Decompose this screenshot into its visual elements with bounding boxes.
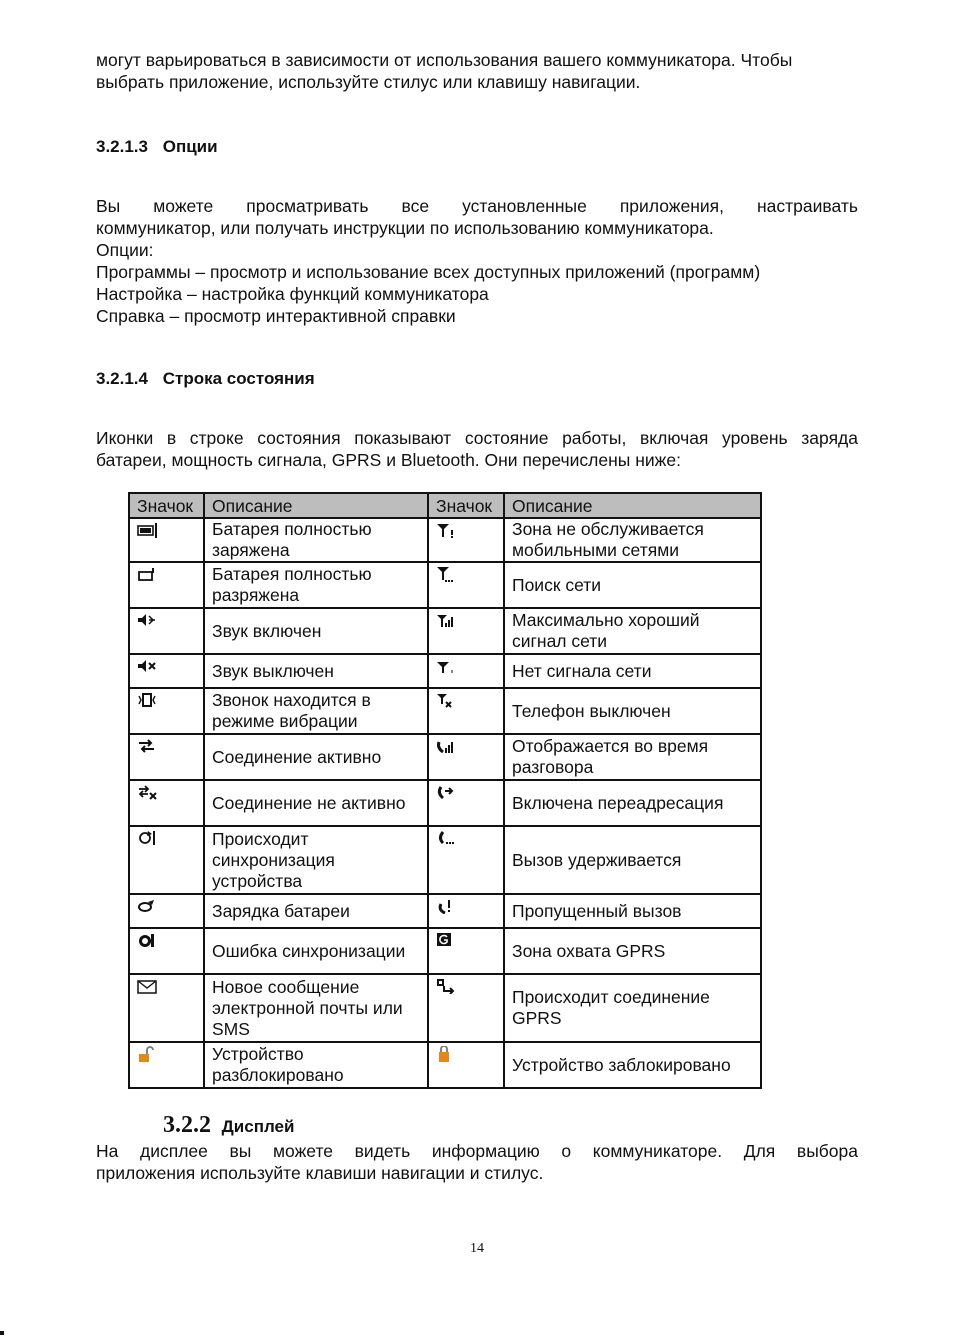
description-cell-right: Отображается во время разговора [504, 734, 761, 780]
section-title: Дисплей [221, 1117, 295, 1136]
no-service-icon [435, 522, 457, 538]
charging-icon [136, 898, 158, 914]
description-cell-right: Максимально хороший сигнал сети [504, 608, 761, 654]
description-cell-left: Соединение активно [204, 734, 428, 780]
intro-paragraph: могут варьироваться в зависимости от использования вашего коммуникатора. Чтобы выбрать приложение, используйте стилус или клавишу навигации. [96, 50, 793, 92]
header-icon-left: Значок [129, 493, 204, 518]
in-call-icon [435, 738, 457, 754]
table-row [129, 928, 761, 974]
description-cell-left: Устройство разблокировано [204, 1042, 428, 1088]
header-description-left: Описание [204, 493, 428, 518]
description-cell-left: Новое сообщение электронной почты или SMS [204, 974, 428, 1042]
section-heading-display [163, 1111, 294, 1139]
icon-cell-left [129, 826, 204, 894]
locked-icon [435, 1046, 457, 1062]
status-paragraph-line2: батареи, мощность сигнала, GPRS и Bluetooth. Они перечислены ниже: [96, 450, 681, 470]
icon-cell-right [428, 826, 504, 894]
unlocked-icon [136, 1046, 158, 1062]
gprs-connecting-icon [435, 978, 457, 994]
icon-cell-right [428, 608, 504, 654]
header-description-right: Описание [504, 493, 761, 518]
description-cell-left: Соединение не активно [204, 780, 428, 826]
sync-icon [136, 830, 158, 846]
table-row [129, 974, 761, 1042]
description-cell-left: Зарядка батареи [204, 894, 428, 928]
table-row [129, 654, 761, 688]
missed-call-icon [435, 898, 457, 914]
description-cell-right: Пропущенный вызов [504, 894, 761, 928]
icon-cell-right [428, 894, 504, 928]
icon-cell-right [428, 928, 504, 974]
display-paragraph-line1: На дисплее вы можете видеть информацию о коммуникаторе. Для выбора [96, 1141, 858, 1161]
description-cell-left: Происходит синхронизация устройства [204, 826, 428, 894]
page-number: 14 [470, 1241, 484, 1256]
options-item-settings: Настройка – настройка функций коммуникатора [96, 284, 489, 304]
section-heading-options [96, 137, 218, 157]
description-cell-right: Зона не обслуживается мобильными сетями [504, 518, 761, 562]
icon-cell-right [428, 518, 504, 562]
options-label: Опции: [96, 240, 154, 260]
battery-empty-icon [136, 566, 158, 582]
icon-cell-left [129, 1042, 204, 1088]
battery-full-icon [136, 522, 158, 538]
options-item-help: Справка – просмотр интерактивной справки [96, 306, 456, 326]
no-signal-icon [435, 658, 457, 674]
section-number: 3.2.1.3 [96, 137, 148, 156]
sync-error-icon [136, 932, 158, 948]
description-cell-right: Устройство заблокировано [504, 1042, 761, 1088]
signal-max-icon [435, 612, 457, 628]
header-icon-right: Значок [428, 493, 504, 518]
section-title: Опции [162, 137, 218, 156]
section-number: 3.2.1.4 [96, 369, 148, 388]
description-cell-left: Звук выключен [204, 654, 428, 688]
description-cell-left: Звук включен [204, 608, 428, 654]
phone-off-icon [435, 692, 457, 708]
table-row [129, 1042, 761, 1088]
icon-cell-left [129, 780, 204, 826]
icon-cell-left [129, 654, 204, 688]
description-cell-right: Телефон выключен [504, 688, 761, 734]
sound-on-icon [136, 612, 158, 628]
description-cell-right: Включена переадресация [504, 780, 761, 826]
table-row [129, 780, 761, 826]
vibrate-icon [136, 692, 158, 708]
network-search-icon [435, 566, 457, 582]
options-paragraph-line1: Вы можете просматривать все установленные приложения, настраивать [96, 196, 858, 216]
options-item-programs: Программы – просмотр и использование всех доступных приложений (программ) [96, 262, 761, 282]
table-row [129, 894, 761, 928]
icon-cell-left [129, 562, 204, 608]
icon-cell-right [428, 734, 504, 780]
call-hold-icon [435, 830, 457, 846]
options-paragraph-line2: коммуникатор, или получать инструкции по использованию коммуникатора. [96, 218, 714, 238]
icon-cell-left [129, 518, 204, 562]
gprs-icon [435, 932, 457, 948]
description-cell-left: Батарея полностью заряжена [204, 518, 428, 562]
icon-cell-right [428, 1042, 504, 1088]
icon-cell-right [428, 780, 504, 826]
section-heading-status-bar [96, 369, 315, 389]
table-row [129, 826, 761, 894]
description-cell-right: Происходит соединение GPRS [504, 974, 761, 1042]
icon-cell-right [428, 654, 504, 688]
icon-cell-right [428, 974, 504, 1042]
icon-cell-left [129, 974, 204, 1042]
description-cell-right: Поиск сети [504, 562, 761, 608]
table-row [129, 518, 761, 562]
section-title: Строка состояния [162, 369, 315, 388]
description-cell-left: Ошибка синхронизации [204, 928, 428, 974]
status-paragraph-line1: Иконки в строке состояния показывают состояние работы, включая уровень заряда [96, 428, 858, 448]
connection-active-icon [136, 738, 158, 754]
table-row [129, 688, 761, 734]
icon-cell-left [129, 928, 204, 974]
status-icons-table [128, 492, 762, 1089]
call-forward-icon [435, 784, 457, 800]
icon-cell-right [428, 562, 504, 608]
new-message-icon [136, 978, 158, 994]
icon-cell-left [129, 688, 204, 734]
table-row [129, 734, 761, 780]
table-header-row [129, 493, 761, 518]
table-row [129, 608, 761, 654]
connection-inactive-icon [136, 784, 158, 800]
description-cell-left: Батарея полностью разряжена [204, 562, 428, 608]
icon-cell-left [129, 894, 204, 928]
table-row [129, 562, 761, 608]
icon-cell-left [129, 608, 204, 654]
description-cell-left: Звонок находится в режиме вибрации [204, 688, 428, 734]
scan-mark [0, 1331, 4, 1335]
display-paragraph-line2: приложения используйте клавиши навигации и стилус. [96, 1163, 544, 1183]
icon-cell-left [129, 734, 204, 780]
description-cell-right: Зона охвата GPRS [504, 928, 761, 974]
description-cell-right: Нет сигнала сети [504, 654, 761, 688]
sound-off-icon [136, 658, 158, 674]
description-cell-right: Вызов удерживается [504, 826, 761, 894]
section-number: 3.2.2 [163, 1112, 211, 1138]
icon-cell-right [428, 688, 504, 734]
